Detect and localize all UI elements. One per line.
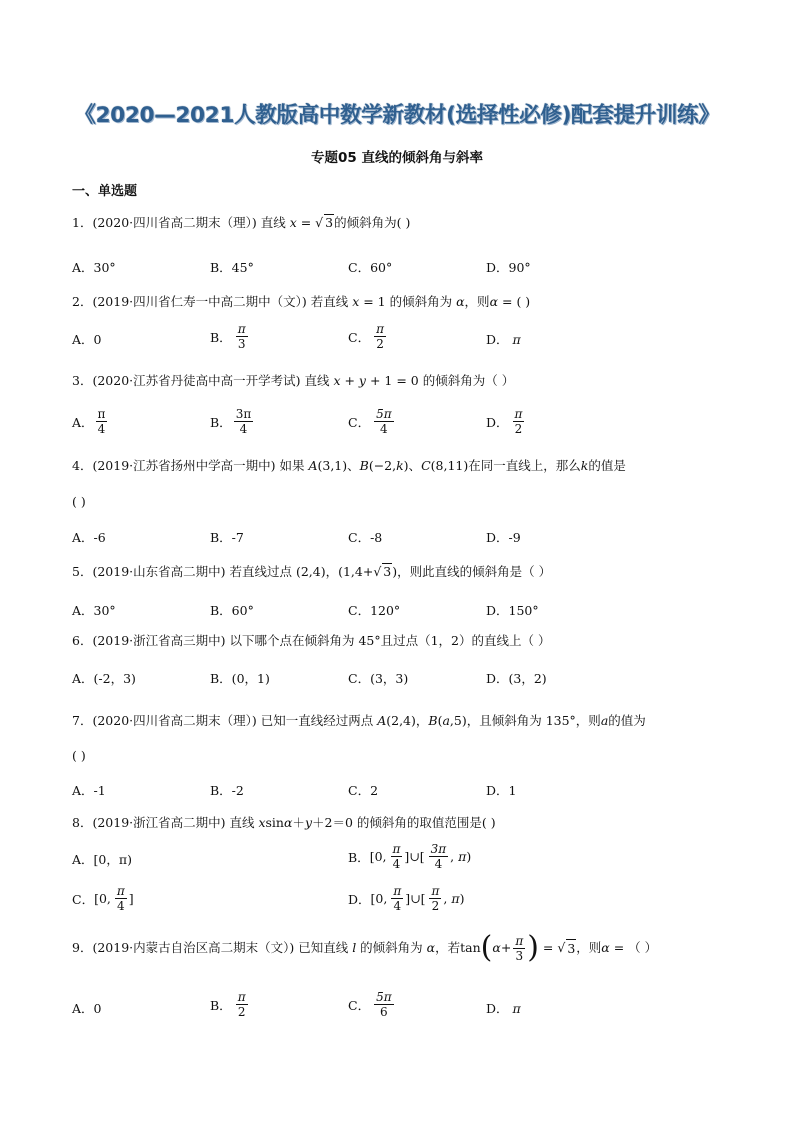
question-2-option-a[interactable]: A． 0 (72, 331, 102, 347)
question-4-stem: 4．(2019·江苏省扬州中学高一期中) 如果 A(3,1)、B(−2,k)、C(8,11)在同一直线上，那么k的值是 (72, 458, 626, 473)
question-9-option-d[interactable]: D． π (486, 1000, 521, 1016)
question-5-option-b[interactable]: B．60° (210, 603, 254, 618)
question-3-option-c[interactable]: C． $\frac{5\pi}{4}$ (348, 407, 392, 436)
question-6-option-b[interactable]: B．(0，1) (210, 671, 270, 686)
question-2-option-c[interactable]: C． $\frac{\pi}{2}$ (348, 322, 384, 351)
question-6-option-d[interactable]: D．(3，2) (486, 671, 547, 686)
question-1-option-a[interactable]: A．30° (72, 260, 116, 275)
question-8-option-d[interactable]: D． [0, $\frac{\pi}{4}$ ]∪[ $\frac{\pi}{2}$ , π ) (348, 884, 465, 913)
document-title: 《2020—2021人教版高中数学新教材(选择性必修)配套提升训练》 (74, 103, 720, 128)
question-6-option-a[interactable]: A．(-2，3) (72, 671, 136, 686)
question-1-stem: 1．(2020·四川省高二期末（理）) 直线 x = √ 3的倾斜角为( ) (72, 215, 411, 230)
topic-subtitle: 专题05 直线的倾斜角与斜率 (311, 150, 483, 166)
question-3-option-b[interactable]: B． $\frac{3\pi}{4}$ (210, 407, 252, 436)
question-7-option-b[interactable]: B．-2 (210, 783, 244, 798)
question-4-option-b[interactable]: B．-7 (210, 530, 244, 545)
question-5-option-a[interactable]: A．30° (72, 603, 116, 618)
question-7-paren: ( ) (72, 748, 86, 763)
section-heading: 一、单选题 (72, 184, 138, 199)
question-1-option-d[interactable]: D．90° (486, 260, 531, 275)
question-4-option-a[interactable]: A．-6 (72, 530, 106, 545)
question-5-option-c[interactable]: C．120° (348, 603, 401, 618)
question-8-option-a[interactable]: A．[0，π) (72, 852, 132, 867)
question-5-stem: 5．(2019·山东省高二期中) 若直线过点 (2,4)，(1,4+√ 3)，则此直线的倾斜角是（ ） (72, 564, 552, 579)
question-1-option-b[interactable]: B．45° (210, 260, 254, 275)
question-6-option-c[interactable]: C．(3，3) (348, 671, 409, 686)
question-8-option-b[interactable]: B． [0, $\frac{\pi}{4}$ ]∪[ $\frac{3\pi}{4}$ , π ) (348, 842, 472, 871)
question-3-stem: 3．(2020·江苏省丹徒高中高一开学考试) 直线 x + y + 1 = 0 的倾斜角为（ ） (72, 373, 515, 388)
question-3-option-d[interactable]: D． $\frac{\pi}{2}$ (486, 407, 523, 436)
question-9-option-a[interactable]: A．0 (72, 1001, 102, 1016)
question-4-option-d[interactable]: D．-9 (486, 530, 521, 545)
question-9-stem: 9．(2019·内蒙古自治区高二期末（文）) 已知直线 l 的倾斜角为 α ，若 tan ( α + $\frac{\pi}{3}$ ) = √ 3 ，则 α = （ ） (72, 930, 658, 965)
question-3-option-a[interactable]: A． $\frac{\pi}{4}$ (72, 407, 106, 436)
question-1-option-c[interactable]: C．60° (348, 260, 393, 275)
question-8-stem: 8．(2019·浙江省高二期中) 直线 xsinα＋y＋2＝0 的倾斜角的取值范围是( ) (72, 815, 496, 830)
question-4-option-c[interactable]: C．-8 (348, 530, 383, 545)
question-2-stem: 2．(2019·四川省仁寿一中高二期中（文）) 若直线 x = 1 的倾斜角为 α，则α = ( ) (72, 294, 531, 309)
question-6-stem: 6．(2019·浙江省高三期中) 以下哪个点在倾斜角为 45°且过点（1，2）的直线上（ ） (72, 633, 551, 648)
question-8-option-c[interactable]: C． [0, $\frac{\pi}{4}$ ] (72, 884, 134, 913)
question-7-option-c[interactable]: C．2 (348, 783, 379, 798)
question-7-option-d[interactable]: D．1 (486, 783, 517, 798)
question-7-option-a[interactable]: A．-1 (72, 783, 106, 798)
question-2-option-d[interactable]: D． π (486, 331, 521, 347)
question-9-option-c[interactable]: C． $\frac{5\pi}{6}$ (348, 990, 392, 1019)
question-5-option-d[interactable]: D．150° (486, 603, 539, 618)
question-7-stem: 7．(2020·四川省高二期末（理）) 已知一直线经过两点 A(2,4)，B(a,5)，且倾斜角为 135°，则a的值为 (72, 713, 646, 728)
question-2-option-b[interactable]: B． $\frac{\pi}{3}$ (210, 322, 246, 351)
question-9-option-b[interactable]: B． $\frac{\pi}{2}$ (210, 990, 246, 1019)
question-4-paren: ( ) (72, 494, 86, 509)
